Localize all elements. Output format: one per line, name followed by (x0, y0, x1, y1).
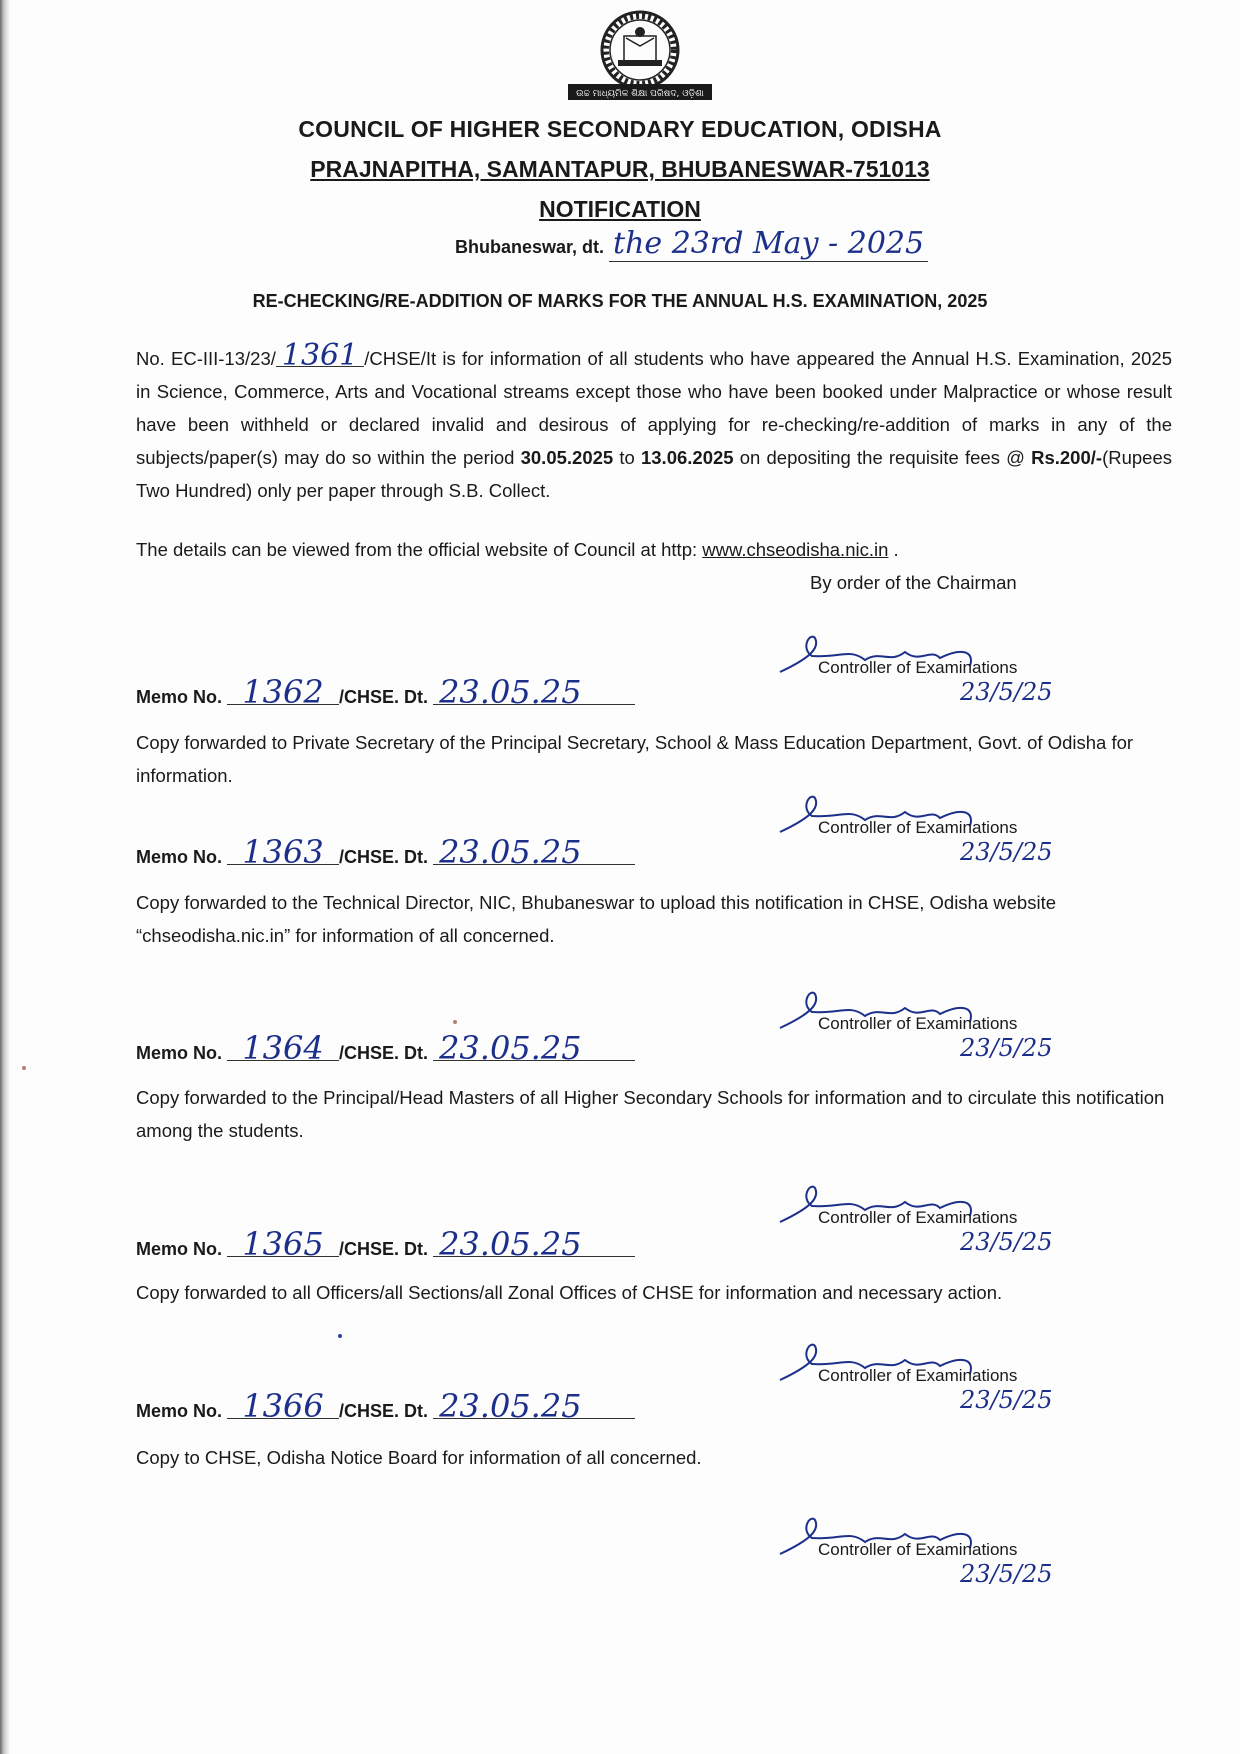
notification-title: NOTIFICATION (539, 196, 701, 222)
date-to: 13.06.2025 (640, 447, 734, 468)
controller-title: Controller of Examinations (818, 1014, 1018, 1033)
council-seal-logo (560, 8, 720, 104)
memo-mid: /CHSE. Dt. (339, 687, 429, 707)
memo-date: 23.05.25 (433, 840, 635, 865)
signature-date: 23/5/25 (960, 678, 1053, 706)
notification-dateline (455, 226, 928, 262)
seal-caption: ଉଚ୍ଚ ମାଧ୍ୟମିକ ଶିକ୍ଷା ପରିଷଦ, ଓଡ଼ିଶା (576, 89, 704, 99)
memo-copy-text: Copy to CHSE, Odisha Notice Board for information of all concerned. (136, 1447, 702, 1468)
memo-label: Memo No. (136, 1043, 223, 1063)
body-main-text: /CHSE/It is for information of all students who have appeared the Annual H.S. Examination, 2025 in Science, Commerce, Arts and Vocational streams except those who have been booked under Malpractice or whose result have been withheld or declared invalid and desirous of applying for re-checking/re-addition of marks in any of the subjects/paper(s) may do so within the period (136, 348, 1172, 468)
memo-number: 1363 (227, 840, 339, 865)
memo-line (136, 833, 635, 871)
website-link[interactable]: www.chseodisha.nic.in (702, 539, 889, 560)
memo-mid: /CHSE. Dt. (339, 1239, 429, 1259)
by-order-of-chairman: By order of the Chairman (810, 572, 1017, 593)
signature-date: 23/5/25 (960, 838, 1053, 866)
memo-label: Memo No. (136, 847, 223, 867)
memo-line (136, 673, 635, 711)
signature-block (770, 1178, 1070, 1268)
scan-edge (0, 0, 10, 1754)
council-address: PRAJNAPITHA, SAMANTAPUR, BHUBANESWAR-751013 (310, 156, 930, 182)
signature-date: 23/5/25 (960, 1560, 1053, 1588)
date-label: Bhubaneswar, dt. (455, 237, 605, 257)
memo-line (136, 1029, 635, 1067)
memo-copy-text: Copy forwarded to Private Secretary of the Principal Secretary, School & Mass Education Department, Govt. of Odisha for information. (136, 732, 1134, 786)
memo-copy-text: Copy forwarded to all Officers/all Sections/all Zonal Offices of CHSE for information and necessary action. (136, 1282, 1003, 1303)
signature-block (770, 1336, 1070, 1426)
memo-mid: /CHSE. Dt. (339, 1043, 429, 1063)
notification-body (136, 338, 1172, 507)
signature-date: 23/5/25 (960, 1034, 1053, 1062)
controller-title: Controller of Examinations (818, 1366, 1018, 1385)
memo-number: 1362 (227, 680, 339, 705)
signature-block (770, 984, 1070, 1074)
fee-text: on depositing the requisite fees @ (733, 447, 1032, 468)
controller-title: Controller of Examinations (818, 1208, 1018, 1227)
memo-mid: /CHSE. Dt. (339, 847, 429, 867)
ref-number: 1361 (276, 346, 364, 367)
website-end: . (888, 539, 899, 560)
memo-label: Memo No. (136, 1401, 223, 1421)
memo-date: 23.05.25 (433, 1036, 635, 1061)
fee-text-2: (Rupees Two Hundred) only per paper through S.B. Collect. (136, 447, 1172, 501)
council-name: COUNCIL OF HIGHER SECONDARY EDUCATION, ODISHA (298, 116, 942, 142)
website-line (136, 539, 899, 561)
signature-block (770, 1510, 1070, 1600)
controller-title: Controller of Examinations (818, 818, 1018, 837)
memo-number: 1366 (227, 1394, 339, 1419)
memo-date: 23.05.25 (433, 1394, 635, 1419)
memo-mid: /CHSE. Dt. (339, 1401, 429, 1421)
memo-line (136, 1225, 635, 1263)
fee-amount: Rs.200/- (1031, 447, 1103, 468)
memo-copy-text: Copy forwarded to the Technical Director, NIC, Bhubaneswar to upload this notification in CHSE, Odisha website “chseodisha.nic.in” for information of all concerned. (136, 892, 1056, 946)
ref-prefix: No. EC-III-13/23/ (136, 348, 276, 369)
memo-copy-text: Copy forwarded to the Principal/Head Masters of all Higher Secondary Schools for information and to circulate this notification among the students. (136, 1087, 1165, 1141)
memo-date: 23.05.25 (433, 680, 635, 705)
memo-number: 1365 (227, 1232, 339, 1257)
scan-speck (338, 1334, 342, 1338)
memo-line (136, 1387, 635, 1425)
scan-speck (22, 1066, 26, 1070)
scan-speck (453, 1020, 457, 1024)
memo-number: 1364 (227, 1036, 339, 1061)
signature-date: 23/5/25 (960, 1228, 1053, 1256)
controller-title: Controller of Examinations (818, 1540, 1018, 1559)
memo-label: Memo No. (136, 687, 223, 707)
memo-label: Memo No. (136, 1239, 223, 1259)
signature-block (770, 628, 1070, 718)
date-from: 30.05.2025 (520, 447, 614, 468)
website-text: The details can be viewed from the official website of Council at http: (136, 539, 703, 560)
handwritten-date: the 23rd May - 2025 (609, 226, 928, 262)
controller-title: Controller of Examinations (818, 658, 1018, 677)
notification-subject: RE-CHECKING/RE-ADDITION OF MARKS FOR THE ANNUAL H.S. EXAMINATION, 2025 (252, 291, 988, 311)
to-word: to (613, 447, 641, 468)
memo-date: 23.05.25 (433, 1232, 635, 1257)
signature-block (770, 788, 1070, 878)
signature-date: 23/5/25 (960, 1386, 1053, 1414)
